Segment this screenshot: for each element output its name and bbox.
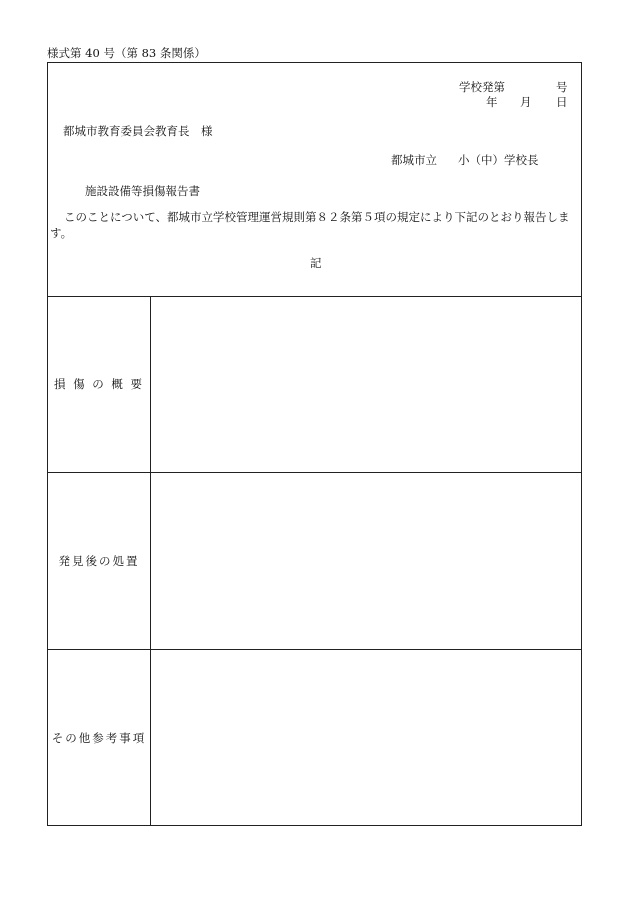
table-row-other-notes (48, 650, 581, 825)
table-row-action-taken (48, 473, 581, 650)
row-value-damage-summary[interactable] (151, 296, 581, 472)
row-value-other-notes[interactable] (151, 650, 581, 825)
table-row-damage-summary (48, 296, 581, 473)
date-month-label: 月 (520, 95, 532, 109)
addressee: 都城市教育委員会教育長 様 (63, 124, 213, 138)
row-label-action-taken: 発見後の処置 (48, 473, 151, 649)
document-title: 施設設備等損傷報告書 (85, 184, 200, 198)
issue-number-suffix: 号 (556, 80, 568, 94)
form-code: 様式第 40 号（第 83 条関係） (47, 46, 206, 60)
report-header (48, 63, 581, 297)
date-day-label: 日 (556, 95, 568, 109)
sender-school: 小（中）学校長 (458, 153, 539, 167)
row-value-action-taken[interactable] (151, 473, 581, 649)
row-label-other-notes: その他参考事項 (48, 650, 151, 825)
row-label-damage-summary: 損 傷 の 概 要 (48, 296, 151, 472)
ki-marker: 記 (310, 256, 322, 270)
report-body-text: このことについて、都城市立学校管理運営規則第８２条第５項の規定により下記のとおり報告します。 (50, 210, 570, 240)
sender-city: 都城市立 (391, 153, 437, 167)
issue-number-label: 学校発第 (459, 80, 505, 94)
date-year-label: 年 (486, 95, 498, 109)
report-form (47, 62, 582, 826)
